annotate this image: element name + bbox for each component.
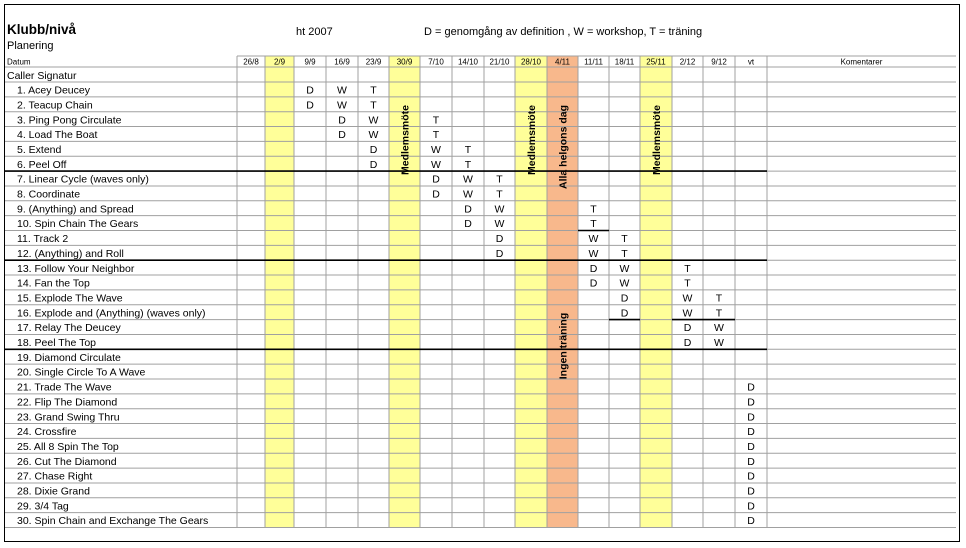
schedule-mark: D (432, 173, 440, 186)
schedule-mark: D (747, 455, 755, 468)
schedule-mark: T (715, 307, 723, 320)
row-label: 1. Acey Deucey (17, 84, 90, 97)
row-label: 9. (Anything) and Spread (17, 203, 134, 216)
row-label: 30. Spin Chain and Exchange The Gears (17, 515, 209, 528)
schedule-mark: T (496, 188, 503, 201)
page-title: Klubb/nivå (7, 22, 77, 37)
schedule-mark: T (684, 262, 691, 275)
row-label: 28. Dixie Grand (17, 485, 90, 498)
schedule-mark: T (590, 203, 597, 216)
schedule-mark: D (432, 188, 440, 201)
row-label: 7. Linear Cycle (waves only) (17, 173, 149, 186)
date-column-header: 25/11 (646, 57, 666, 67)
schedule-mark: W (714, 337, 724, 349)
date-column-header: 23/9 (365, 57, 382, 67)
schedule-mark: T (464, 143, 472, 156)
schedule-mark: T (590, 218, 597, 231)
schedule-mark: D (683, 337, 692, 349)
schedule-mark: W (337, 84, 347, 97)
date-column-header: 2/9 (273, 57, 286, 67)
term-label: ht 2007 (296, 26, 333, 38)
schedule-mark: W (619, 277, 630, 290)
row-label: 27. Chase Right (17, 470, 93, 483)
row-label: 12. (Anything) and Roll (17, 247, 124, 260)
schedule-mark: D (747, 411, 755, 424)
row-label: 6. Peel Off (17, 158, 67, 171)
row-label: 16. Explode and (Anything) (waves only) (17, 307, 206, 320)
schedule-mark: W (431, 158, 441, 171)
row-label: 4. Load The Boat (17, 129, 98, 142)
row-label: 24. Crossfire (17, 426, 77, 439)
row-label: 13. Follow Your Neighbor (17, 262, 135, 275)
schedule-mark: D (464, 203, 472, 216)
schedule-mark: W (463, 173, 473, 186)
datum-header: Datum (7, 57, 31, 67)
schedule-mark: D (683, 322, 692, 335)
date-column-header: 26/8 (243, 57, 259, 67)
schedule-mark: T (684, 277, 691, 290)
schedule-mark: D (464, 218, 472, 231)
schedule-mark: T (621, 247, 628, 260)
schedule-mark: W (619, 262, 630, 275)
schedule-mark: D (620, 292, 629, 305)
schedule-mark: T (621, 233, 628, 246)
vertical-label-medlemsmote: Medlemsmöte (651, 104, 663, 176)
row-label: 8. Coordinate (17, 188, 81, 201)
row-label: 11. Track 2 (17, 233, 69, 246)
schedule-mark: T (370, 84, 377, 97)
date-column-header: 16/9 (334, 57, 350, 67)
date-column-header: 4/11 (555, 57, 570, 67)
date-column-header: 14/10 (457, 57, 479, 67)
date-column-header: 7/10 (428, 57, 444, 67)
date-column-header: 28/10 (520, 57, 542, 67)
schedule-mark: W (494, 218, 505, 231)
schedule-mark: D (495, 233, 504, 246)
schedule-mark: T (432, 129, 440, 142)
schedule-mark: W (431, 143, 441, 156)
row-label: 10. Spin Chain The Gears (17, 218, 139, 231)
schedule-mark: D (747, 500, 755, 513)
schedule-mark: D (495, 247, 504, 260)
schedule-mark: D (369, 143, 378, 156)
schedule-mark: D (747, 485, 755, 498)
vertical-label-medlemsmote: Medlemsmöte (399, 104, 412, 176)
caller-signature-label: Caller Signatur (7, 70, 77, 82)
row-label: 22. Flip The Diamond (17, 396, 118, 409)
schedule-mark: T (464, 158, 472, 171)
schedule-mark: W (337, 99, 347, 112)
schedule-mark: D (747, 440, 755, 453)
schedule-mark: D (369, 158, 378, 171)
vertical-label-ingen-traning: Ingen träning (557, 312, 570, 380)
row-label: 25. All 8 Spin The Top (17, 440, 119, 453)
row-label: 21. Trade The Wave (17, 381, 112, 394)
vertical-label-medlemsmote: Medlemsmöte (526, 104, 538, 176)
schedule-mark: T (432, 114, 440, 127)
date-column-header: 11/11 (584, 57, 603, 67)
date-column-header: 9/9 (304, 57, 316, 67)
schedule-mark: W (494, 203, 505, 216)
date-column-header: 2/12 (679, 57, 696, 67)
row-label: 5. Extend (17, 143, 62, 156)
legend-text: D = genomgång av definition , W = workshop, T = träning (424, 26, 703, 38)
schedule-mark: W (463, 188, 473, 201)
schedule-mark: D (747, 515, 755, 528)
date-column-header: vt (747, 57, 755, 67)
schedule-mark: W (682, 292, 693, 305)
vertical-label-alla-helgons-dag: Alla helgons dag (557, 104, 570, 190)
schedule-mark: D (589, 277, 598, 290)
row-label: 17. Relay The Deucey (17, 322, 121, 335)
schedule-mark: D (338, 129, 346, 142)
schedule-mark: D (747, 470, 755, 483)
schedule-mark: T (370, 99, 377, 112)
schedule-mark: D (747, 381, 755, 394)
row-label: 3. Ping Pong Circulate (17, 114, 122, 127)
row-label: 2. Teacup Chain (17, 99, 93, 112)
date-column-header: 21/10 (489, 57, 510, 67)
schedule-mark: D (306, 84, 314, 97)
schedule-mark: D (747, 426, 755, 439)
date-column-header: 18/11 (614, 57, 635, 67)
schedule-mark: W (588, 247, 599, 260)
schedule-mark: D (589, 262, 598, 275)
schedule-mark: T (715, 292, 723, 305)
row-label: 23. Grand Swing Thru (17, 411, 120, 424)
date-column-header: 30/9 (396, 57, 413, 67)
row-label: 20. Single Circle To A Wave (17, 366, 146, 379)
schedule-mark: T (496, 173, 503, 186)
row-label: 29. 3/4 Tag (17, 500, 69, 513)
schedule-mark: D (306, 99, 314, 112)
row-label: 15. Explode The Wave (17, 292, 123, 305)
schedule-mark: W (682, 307, 693, 320)
date-column-header: 9/12 (711, 57, 727, 67)
schedule-mark: W (588, 233, 599, 246)
schedule-mark: W (714, 322, 724, 335)
schedule-mark: D (338, 114, 346, 127)
row-label: 19. Diamond Circulate (17, 351, 121, 364)
schedule-mark: D (747, 396, 755, 409)
page-subtitle: Planering (7, 40, 54, 52)
schedule-mark: W (368, 129, 379, 142)
schedule-mark: D (620, 307, 629, 320)
comments-column-header: Komentarer (840, 57, 883, 67)
row-label: 26. Cut The Diamond (17, 455, 117, 468)
row-label: 18. Peel The Top (17, 337, 97, 349)
row-label: 14. Fan the Top (17, 277, 90, 290)
schedule-mark: W (368, 114, 379, 127)
